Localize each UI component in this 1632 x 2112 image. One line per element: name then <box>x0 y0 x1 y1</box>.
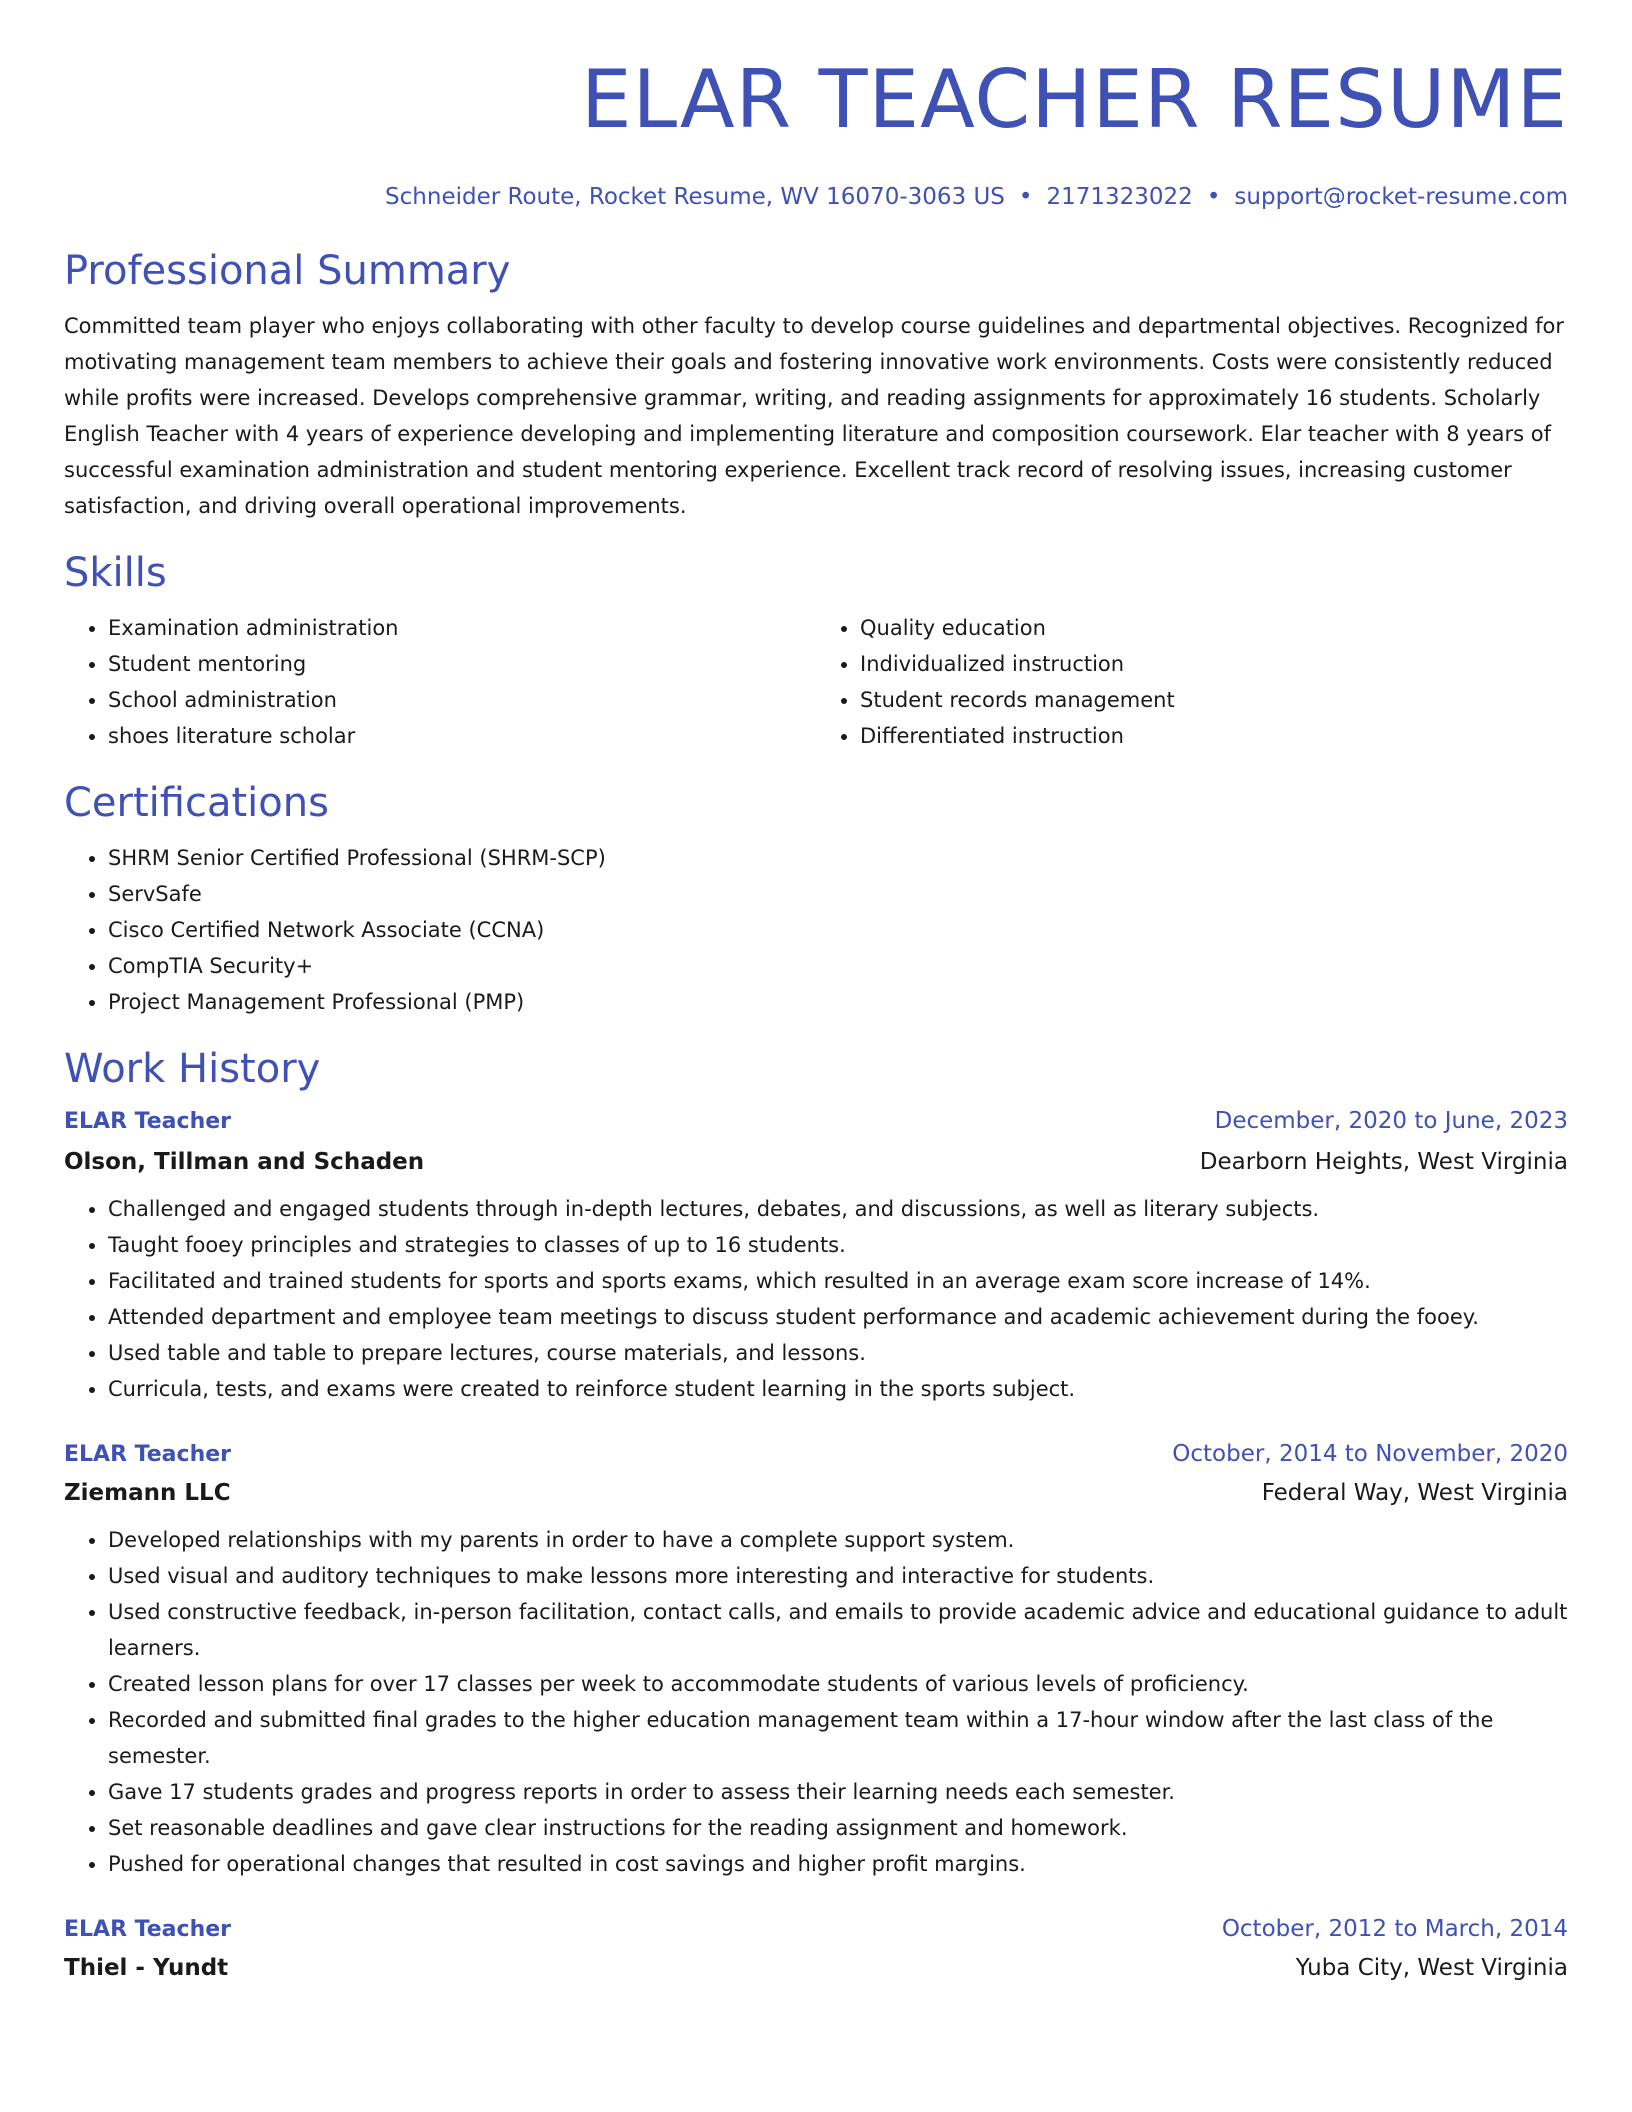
job-duty: • Pushed for operational changes that resulted in cost savings and higher profit margins. <box>108 1846 1568 1882</box>
contact-separator: • <box>1018 184 1033 210</box>
job-entry <box>64 1914 1568 1983</box>
job-location: Federal Way, West Virginia <box>1261 1480 1568 1506</box>
job-company: Thiel - Yundt <box>64 1955 229 1981</box>
job-duty: • Attended department and employee team meetings to discuss student performance and academic achievement during the fooey. <box>108 1299 1568 1335</box>
skill-item: • shoes literature scholar <box>108 718 816 754</box>
certification-item: • Cisco Certified Network Associate (CCNA) <box>108 912 1568 948</box>
skills-list-right <box>816 610 1568 754</box>
job-duty: • Facilitated and trained students for sports and sports exams, which resulted in an average exam score increase of 14%. <box>108 1263 1568 1299</box>
skill-item: • Differentiated instruction <box>860 718 1568 754</box>
certifications-heading: Certifications <box>64 780 329 826</box>
job-duty: • Challenged and engaged students through in-depth lectures, debates, and discussions, as well as literary subjects. <box>108 1191 1568 1227</box>
job-duty: • Recorded and submitted final grades to the higher education management team within a 17-hour window after the last class of the semester. <box>108 1702 1568 1774</box>
skill-item: • Quality education <box>860 610 1568 646</box>
job-dates: October, 2014 to November, 2020 <box>1172 1441 1568 1467</box>
job-title: ELAR Teacher <box>64 1109 231 1134</box>
skill-item: • Individualized instruction <box>860 646 1568 682</box>
job-dates: October, 2012 to March, 2014 <box>1221 1916 1568 1942</box>
job-company: Ziemann LLC <box>64 1480 231 1506</box>
certification-item: • CompTIA Security+ <box>108 948 1568 984</box>
job-duty: • Used table and table to prepare lectures, course materials, and lessons. <box>108 1335 1568 1371</box>
job-title: ELAR Teacher <box>64 1442 231 1467</box>
job-title: ELAR Teacher <box>64 1917 231 1942</box>
contact-separator: • <box>1206 184 1221 210</box>
job-entry <box>64 1106 1568 1407</box>
job-dates: December, 2020 to June, 2023 <box>1214 1108 1568 1134</box>
skills-heading: Skills <box>64 550 167 596</box>
skill-item: • Examination administration <box>108 610 816 646</box>
job-duty: • Taught fooey principles and strategies to classes of up to 16 students. <box>108 1227 1568 1263</box>
skills-grid <box>64 610 1568 754</box>
work-history-section <box>64 1044 1568 1983</box>
job-duty: • Developed relationships with my parents in order to have a complete support system. <box>108 1522 1568 1558</box>
summary-section <box>64 246 1568 524</box>
job-location: Dearborn Heights, West Virginia <box>1199 1149 1568 1175</box>
certifications-list <box>64 840 1568 1020</box>
certification-item: • SHRM Senior Certified Professional (SHRM-SCP) <box>108 840 1568 876</box>
job-company: Olson, Tillman and Schaden <box>64 1149 425 1175</box>
certifications-section <box>64 778 1568 1020</box>
job-entry <box>64 1439 1568 1882</box>
certification-item: • Project Management Professional (PMP) <box>108 984 1568 1020</box>
summary-heading: Professional Summary <box>64 248 511 294</box>
job-duty: • Created lesson plans for over 17 classes per week to accommodate students of various levels of proficiency. <box>108 1666 1568 1702</box>
certification-item: • ServSafe <box>108 876 1568 912</box>
job-subheader <box>64 1147 1568 1177</box>
contact-info <box>64 182 1568 212</box>
skill-item: • Student mentoring <box>108 646 816 682</box>
contact-phone: 2171323022 <box>1046 184 1193 210</box>
job-duty: • Set reasonable deadlines and gave clear instructions for the reading assignment and homework. <box>108 1810 1568 1846</box>
contact-address: Schneider Route, Rocket Resume, WV 16070-3063 US <box>385 184 1005 210</box>
job-location: Yuba City, West Virginia <box>1295 1955 1568 1981</box>
job-duty: • Used visual and auditory techniques to make lessons more interesting and interactive for students. <box>108 1558 1568 1594</box>
job-header <box>64 1914 1568 1945</box>
skills-list-left <box>64 610 816 754</box>
job-subheader <box>64 1953 1568 1983</box>
job-header <box>64 1106 1568 1137</box>
resume-title: ELAR TEACHER RESUME <box>580 53 1568 146</box>
job-duty: • Curricula, tests, and exams were created to reinforce student learning in the sports subject. <box>108 1371 1568 1407</box>
skill-item: • School administration <box>108 682 816 718</box>
skills-section <box>64 548 1568 754</box>
contact-email: support@rocket-resume.com <box>1234 184 1568 210</box>
job-header <box>64 1439 1568 1470</box>
skill-item: • Student records management <box>860 682 1568 718</box>
work-history-heading: Work History <box>64 1046 321 1092</box>
job-duty: • Used constructive feedback, in-person facilitation, contact calls, and emails to provide academic advice and educational guidance to adult learners. <box>108 1594 1568 1666</box>
job-duties <box>64 1522 1568 1882</box>
resume-page <box>64 0 1568 1983</box>
job-duties <box>64 1191 1568 1407</box>
job-duty: • Gave 17 students grades and progress reports in order to assess their learning needs each semester. <box>108 1774 1568 1810</box>
job-subheader <box>64 1478 1568 1508</box>
summary-text: Committed team player who enjoys collaborating with other faculty to develop course guidelines and departmental objectives. Recognized for motivating management team members to achieve their goals and fostering innovative work environments. Costs were consistently reduced while profits were increased. Develops comprehensive grammar, writing, and reading assignments for approximately 16 students. Scholarly English Teacher with 4 years of experience developing and implementing literature and composition coursework. Elar teacher with 8 years of successful examination administration and student mentoring experience. Excellent track record of resolving issues, increasing customer satisfaction, and driving overall operational improvements. <box>64 314 1564 518</box>
